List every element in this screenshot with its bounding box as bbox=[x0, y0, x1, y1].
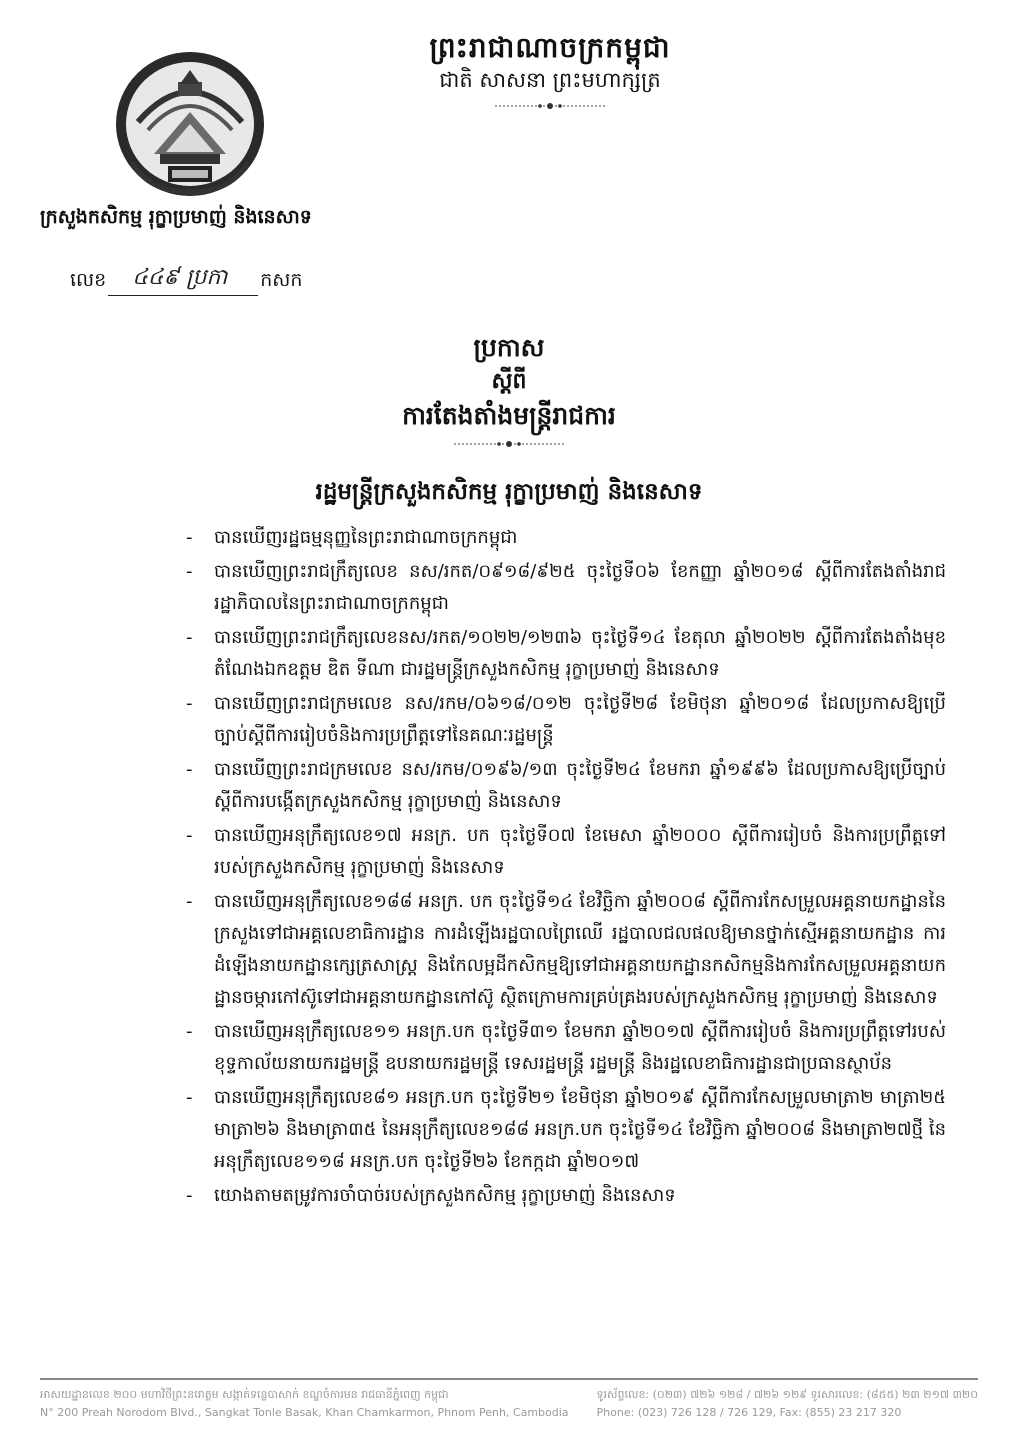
page-footer bbox=[40, 1378, 978, 1421]
list-item bbox=[186, 1082, 946, 1178]
phone-english: Phone: (023) 726 128 / 726 129, Fax: (855) 23 217 320 bbox=[596, 1405, 902, 1419]
kingdom-header bbox=[380, 30, 720, 110]
list-item bbox=[186, 1016, 946, 1080]
reference-suffix: កសក bbox=[260, 269, 303, 291]
address-english: N° 200 Preah Norodom Blvd., Sangkat Tonle Basak, Khan Chamkarmon, Phnom Penh, Cambodia bbox=[40, 1405, 569, 1419]
reference-prefix: លេខ bbox=[70, 269, 107, 291]
national-motto: ជាតិ សាសនា ព្រះមហាក្សត្រ bbox=[439, 68, 661, 93]
clause-text: បានឃើញព្រះរាជក្រឹត្យលេខនស/រកត/១០២២/១២៣៦ ចុះថ្ងៃទី១៤ ខែតុលា ឆ្នាំ២០២២ ស្តីពីការតែងតាំងមុខតំណែងឯកឧត្តម ឌិត ទីណា ជារដ្ឋមន្ត្រីក្រសួងកសិកម្ម រុក្ខាប្រមាញ់ និងនេសាទ bbox=[214, 627, 946, 680]
list-item bbox=[186, 622, 946, 686]
title-line-1: ប្រកាស bbox=[473, 333, 545, 362]
minister-heading: រដ្ឋមន្ត្រីក្រសួងកសិកម្ម រុក្ខាប្រមាញ់ និងនេសាទ bbox=[315, 478, 703, 505]
bullet-dash: - bbox=[186, 825, 193, 846]
clause-text: យោងតាមតម្រូវការចាំបាច់របស់ក្រសួងកសិកម្ម រុក្ខាប្រមាញ់ និងនេសាទ bbox=[214, 1185, 676, 1206]
bullet-dash: - bbox=[186, 1087, 193, 1108]
list-item bbox=[186, 556, 946, 620]
clause-text: បានឃើញអនុក្រឹត្យលេខ១១ អនក្រ.បក ចុះថ្ងៃទី៣១ ខែមករា ឆ្នាំ២០១៧ ស្តីពីការរៀបចំ និងការប្រព្រឹត្តទៅរបស់ខុទ្ទកាល័យនាយករដ្ឋមន្ត្រី ឧបនាយករដ្ឋមន្ត្រី ទេសរដ្ឋមន្ត្រី រដ្ឋមន្ត្រី និងរដ្ឋលេខាធិការដ្ឋានជាប្រធានស្ថាប័ន bbox=[214, 1021, 946, 1074]
clause-text: បានឃើញព្រះរាជក្រឹត្យលេខ នស/រកត/០៩១៨/៩២៥ ចុះថ្ងៃទី០៦ ខែកញ្ញា ឆ្នាំ២០១៨ ស្តីពីការតែងតាំងរាជរដ្ឋាភិបាលនៃព្រះរាជាណាចក្រកម្ពុជា bbox=[214, 561, 946, 614]
document-title bbox=[0, 330, 1018, 448]
ornament-divider-icon bbox=[454, 440, 564, 448]
royal-emblem-logo bbox=[108, 42, 272, 202]
kingdom-name: ព្រះរាជាណាចក្រកម្ពុជា bbox=[429, 31, 671, 64]
ornament-divider-icon bbox=[495, 102, 605, 110]
bullet-dash: - bbox=[186, 627, 193, 648]
list-item bbox=[186, 1180, 946, 1212]
bullet-dash: - bbox=[186, 527, 193, 548]
bullet-dash: - bbox=[186, 1021, 193, 1042]
clause-text: បានឃើញព្រះរាជក្រមលេខ នស/រកម/០១៩៦/១៣ ចុះថ្ងៃទី២៤ ខែមករា ឆ្នាំ១៩៩៦ ដែលប្រកាសឱ្យប្រើច្បាប់ស្តីពីការបង្កើតក្រសួងកសិកម្ម រុក្ខាប្រមាញ់ និងនេសាទ bbox=[214, 759, 946, 812]
ministry-name: ក្រសួងកសិកម្ម រុក្ខាប្រមាញ់ និងនេសាទ bbox=[40, 206, 312, 228]
title-line-3: ការតែងតាំងមន្ត្រីរាជការ bbox=[402, 401, 616, 431]
reference-number bbox=[70, 265, 303, 296]
clause-text: បានឃើញអនុក្រឹត្យលេខ៨១ អនក្រ.បក ចុះថ្ងៃទី២១ ខែមិថុនា ឆ្នាំ២០១៩ ស្តីពីការកែសម្រួលមាត្រា២ មាត្រា២៥ មាត្រា២៦ និងមាត្រា៣៥ នៃអនុក្រឹត្យលេខ១៨៨ អនក្រ.បក ចុះថ្ងៃទី១៤ ខែវិច្ឆិកា ឆ្នាំ២០០៨ និងមាត្រា២៧ថ្មី នៃអនុក្រឹត្យលេខ១១៨ អនក្រ.បក ចុះថ្ងៃទី២៦ ខែកក្កដា ឆ្នាំ២០១៧ bbox=[214, 1087, 946, 1172]
bullet-dash: - bbox=[186, 759, 193, 780]
clause-text: បានឃើញអនុក្រឹត្យលេខ១៧ អនក្រ. បក ចុះថ្ងៃទី០៧ ខែមេសា ឆ្នាំ២០០០ ស្តីពីការរៀបចំ និងការប្រព្រឹត្តទៅរបស់ក្រសួងកសិកម្ម រុក្ខាប្រមាញ់ និងនេសាទ bbox=[214, 825, 946, 878]
clause-text: បានឃើញរដ្ឋធម្មនុញ្ញនៃព្រះរាជាណាចក្រកម្ពុជា bbox=[214, 527, 518, 548]
clause-text: បានឃើញអនុក្រឹត្យលេខ១៨៨ អនក្រ. បក ចុះថ្ងៃទី១៤ ខែវិច្ឆិកា ឆ្នាំ២០០៨ ស្តីពីការកែសម្រួលអគ្គនាយកដ្ឋាននៃក្រសួងទៅជាអគ្គលេខាធិការដ្ឋាន ការដំឡើងរដ្ឋបាលព្រៃឈើ រដ្ឋបាលជលផលឱ្យមានថ្នាក់ស្មើអគ្គនាយកដ្ឋាន ការដំឡើងនាយកដ្ឋានក្សេត្រសាស្ត្រ និងកែលម្អដីកសិកម្មឱ្យទៅជាអគ្គនាយកដ្ឋានកសិកម្មនិងការកែសម្រួលអគ្គនាយកដ្ឋានចម្ការកៅស៊ូទៅជាអគ្គនាយកដ្ឋានកៅស៊ូ ស្ថិតក្រោមការគ្រប់គ្រងរបស់ក្រសួងកសិកម្ម រុក្ខាប្រមាញ់ និងនេសាទ bbox=[214, 891, 946, 1008]
reference-line bbox=[108, 265, 258, 296]
title-line-2: ស្តីពី bbox=[491, 368, 527, 395]
clause-list bbox=[186, 522, 946, 1214]
list-item bbox=[186, 522, 946, 554]
phone-khmer: ទូរស័ព្ទលេខ: (០២៣) ៧២៦ ១២៨ / ៧២៦ ១២៩ ទូរសារលេខ: (៨៥៥) ២៣ ២១៧ ៣២០ bbox=[596, 1388, 978, 1401]
bullet-dash: - bbox=[186, 891, 193, 912]
list-item bbox=[186, 886, 946, 1014]
bullet-dash: - bbox=[186, 561, 193, 582]
list-item bbox=[186, 820, 946, 884]
footer-address bbox=[40, 1386, 569, 1421]
list-item bbox=[186, 754, 946, 818]
handwritten-number: ៤៤៩ ប្រកា bbox=[132, 265, 228, 290]
address-khmer: អាសយដ្ឋានលេខ ២០០ មហាវិថីព្រះនរោត្តម សង្កាត់ទន្លេបាសាក់ ខណ្ឌចំការមន រាជធានីភ្នំពេញ កម្ពុជា bbox=[40, 1388, 449, 1401]
bullet-dash: - bbox=[186, 693, 193, 714]
list-item bbox=[186, 688, 946, 752]
footer-contact bbox=[597, 1386, 978, 1421]
clause-text: បានឃើញព្រះរាជក្រមលេខ នស/រកម/០៦១៨/០១២ ចុះថ្ងៃទី២៨ ខែមិថុនា ឆ្នាំ២០១៨ ដែលប្រកាសឱ្យប្រើច្បាប់ស្តីពីការរៀបចំនិងការប្រព្រឹត្តទៅនៃគណៈរដ្ឋមន្ត្រី bbox=[214, 693, 946, 746]
bullet-dash: - bbox=[186, 1185, 193, 1206]
